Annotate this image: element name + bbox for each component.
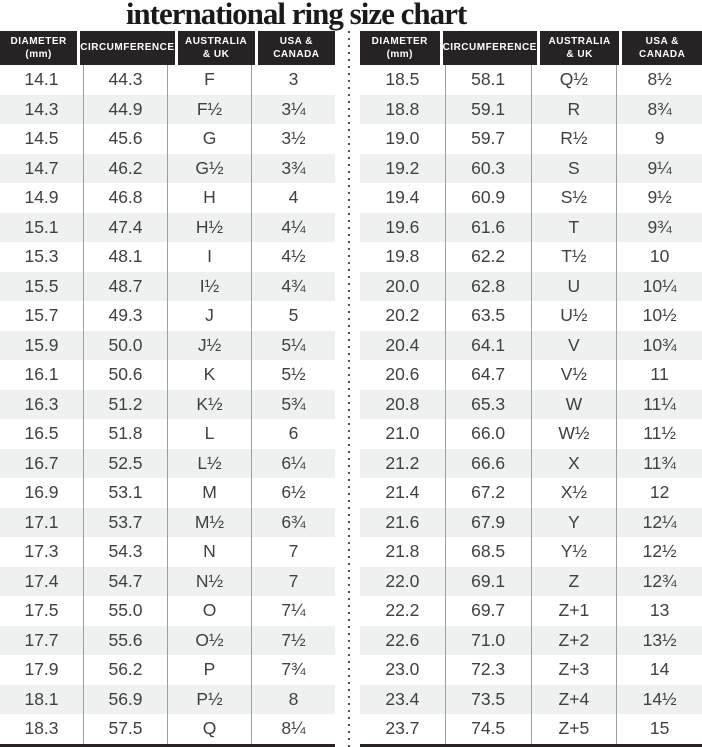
table-cell: 9 [616,124,702,154]
table-cell: 67.9 [445,508,531,538]
table-cell: 7¼ [251,596,335,626]
table-cell: 61.6 [445,213,531,243]
table-cell: 18.1 [24,688,59,709]
table-row [0,508,335,538]
table-row [0,95,335,125]
table-cell: 14.9 [24,187,59,208]
table-cell: 14.5 [24,128,59,149]
table-cell: 3½ [251,124,335,154]
table-cell: 46.8 [83,183,167,213]
table-cell: 51.2 [83,390,167,420]
table-row [0,154,335,184]
table-cell: 20.0 [385,275,420,296]
table-cell: F [167,65,251,95]
table-cell: 16.9 [24,482,59,503]
table-cell: 62.2 [445,242,531,272]
table-cell: 19.4 [385,187,420,208]
table-cell: 5¼ [251,331,335,361]
table-cell: 3 [251,65,335,95]
table-row [360,124,702,154]
table-row [0,449,335,479]
table-row [360,714,702,744]
table-cell: 66.0 [445,419,531,449]
table-body [360,65,702,744]
table-cell: S [531,154,617,184]
table-cell: U [531,272,617,302]
dotted-divider [348,31,350,747]
table-cell: 11 [616,360,702,390]
table-row [0,183,335,213]
table-cell: 18.8 [385,98,420,119]
table-cell: Z+4 [531,685,617,715]
table-cell: 17.4 [24,570,59,591]
table-cell: 12¾ [616,567,702,597]
table-cell: Y½ [531,537,617,567]
table-cell: 16.1 [24,364,59,385]
table-row [0,65,335,95]
table-cell: U½ [531,301,617,331]
table-cell: 16.3 [24,393,59,414]
table-row [360,478,702,508]
table-cell: 11¾ [616,449,702,479]
table-cell: 3¼ [251,95,335,125]
table-cell: Q [167,714,251,744]
table-cell: V [531,331,617,361]
table-cell: 57.5 [83,714,167,744]
column-header-usa-canada [258,31,335,65]
table-cell: O [167,596,251,626]
table-bottom-bar [360,744,702,747]
table-cell: 20.8 [385,393,420,414]
column-header-circumference [80,31,174,65]
table-cell: N [167,537,251,567]
ring-size-table-left [0,31,335,747]
table-cell: 69.1 [445,567,531,597]
table-cell: 19.6 [385,216,420,237]
table-cell: 10½ [616,301,702,331]
header-line: USA & [645,35,679,47]
table-cell: 23.4 [385,688,420,709]
table-row [0,272,335,302]
table-cell: Z+1 [531,596,617,626]
table-cell: 46.2 [83,154,167,184]
table-cell: S½ [531,183,617,213]
table-cell: 12 [616,478,702,508]
header-line: & UK [566,49,593,60]
table-row [360,419,702,449]
table-cell: J½ [167,331,251,361]
table-cell: 73.5 [445,685,531,715]
table-row [360,508,702,538]
table-cell: 8¼ [251,714,335,744]
table-row [360,655,702,685]
table-row [360,567,702,597]
table-cell: 3¾ [251,154,335,184]
table-cell: X [531,449,617,479]
table-cell: 71.0 [445,626,531,656]
header-line: (mm) [386,49,414,60]
table-cell: 10 [616,242,702,272]
table-cell: 14 [616,655,702,685]
table-cell: 59.7 [445,124,531,154]
table-cell: O½ [167,626,251,656]
table-cell: 60.3 [445,154,531,184]
table-row [360,626,702,656]
table-cell: 53.7 [83,508,167,538]
table-cell: 15.5 [24,275,59,296]
table-row [0,124,335,154]
table-bottom-bar [0,744,335,747]
table-cell: 15 [616,714,702,744]
table-cell: 10¾ [616,331,702,361]
table-row [0,478,335,508]
table-cell: 15.1 [24,216,59,237]
table-cell: W [531,390,617,420]
table-cell: 55.6 [83,626,167,656]
table-cell: 51.8 [83,419,167,449]
table-cell: 5½ [251,360,335,390]
table-cell: 9½ [616,183,702,213]
table-row [0,242,335,272]
table-cell: 44.3 [83,65,167,95]
table-cell: 12½ [616,537,702,567]
table-row [0,331,335,361]
page-title: international ring size chart [125,0,467,31]
column-header-diameter [0,31,77,65]
table-cell: J [167,301,251,331]
table-cell: 20.6 [385,364,420,385]
table-row [360,183,702,213]
table-cell: 56.9 [83,685,167,715]
table-row [360,242,702,272]
table-row [360,331,702,361]
table-cell: 53.1 [83,478,167,508]
table-row [0,390,335,420]
table-cell: 8¾ [616,95,702,125]
table-cell: 13½ [616,626,702,656]
table-cell: 22.2 [385,600,420,621]
table-cell: 15.9 [24,334,59,355]
header-line: USA & [279,35,313,47]
table-cell: 68.5 [445,537,531,567]
header-line: DIAMETER [10,35,67,47]
table-cell: P [167,655,251,685]
table-cell: Q½ [531,65,617,95]
table-cell: 49.3 [83,301,167,331]
header-line: CANADA [639,49,686,60]
table-cell: 67.2 [445,478,531,508]
table-row [360,301,702,331]
table-cell: M [167,478,251,508]
table-cell: R [531,95,617,125]
table-cell: 22.0 [385,570,420,591]
table-cell: 7 [251,567,335,597]
table-cell: 20.2 [385,305,420,326]
table-cell: 69.7 [445,596,531,626]
table-cell: G½ [167,154,251,184]
header-line: CIRCUMFERENCE [80,42,175,54]
table-cell: 21.8 [385,541,420,562]
table-cell: 72.3 [445,655,531,685]
table-cell: W½ [531,419,617,449]
ring-size-table-right [360,31,702,747]
table-cell: 11¼ [616,390,702,420]
table-row [0,360,335,390]
table-cell: Z+3 [531,655,617,685]
table-cell: 9¼ [616,154,702,184]
table-cell: 10¼ [616,272,702,302]
table-cell: 18.3 [24,718,59,739]
table-row [360,154,702,184]
table-row [360,213,702,243]
table-cell: 17.3 [24,541,59,562]
table-cell: 5¾ [251,390,335,420]
table-cell: 19.2 [385,157,420,178]
table-cell: 64.7 [445,360,531,390]
table-cell: 13 [616,596,702,626]
header-line: CANADA [273,49,320,60]
table-cell: Y [531,508,617,538]
table-cell: 48.7 [83,272,167,302]
table-cell: 65.3 [445,390,531,420]
header-line: (mm) [25,49,52,60]
table-cell: T [531,213,617,243]
table-row [360,390,702,420]
table-cell: G [167,124,251,154]
table-cell: 15.7 [24,305,59,326]
table-cell: T½ [531,242,617,272]
table-cell: 12¼ [616,508,702,538]
table-row [0,537,335,567]
table-cell: 54.7 [83,567,167,597]
table-cell: I [167,242,251,272]
table-cell: 59.1 [445,95,531,125]
table-cell: X½ [531,478,617,508]
table-cell: 23.0 [385,659,420,680]
table-cell: Z [531,567,617,597]
table-cell: K½ [167,390,251,420]
table-cell: 21.4 [385,482,420,503]
table-cell: 56.2 [83,655,167,685]
header-line: AUSTRALIA [548,35,611,47]
table-cell: H½ [167,213,251,243]
table-row [0,419,335,449]
table-cell: 6¾ [251,508,335,538]
table-cell: 18.5 [385,69,420,90]
table-cell: 9¾ [616,213,702,243]
table-cell: 17.9 [24,659,59,680]
table-cell: 6½ [251,478,335,508]
table-row [0,301,335,331]
header-line: AUSTRALIA [184,35,248,47]
table-row [0,655,335,685]
table-cell: 64.1 [445,331,531,361]
table-cell: 4½ [251,242,335,272]
table-cell: R½ [531,124,617,154]
table-cell: 48.1 [83,242,167,272]
table-cell: V½ [531,360,617,390]
header-line: & UK [202,49,230,60]
table-cell: P½ [167,685,251,715]
table-cell: 58.1 [445,65,531,95]
table-cell: 21.2 [385,452,420,473]
table-row [360,272,702,302]
table-cell: 21.6 [385,511,420,532]
table-row [360,596,702,626]
table-cell: Z+2 [531,626,617,656]
table-cell: 16.5 [24,423,59,444]
table-cell: 66.6 [445,449,531,479]
table-row [0,213,335,243]
table-cell: 21.0 [385,423,420,444]
table-cell: 15.3 [24,246,59,267]
table-cell: 17.1 [24,511,59,532]
header-line: DIAMETER [371,35,428,47]
table-cell: F½ [167,95,251,125]
table-row [360,95,702,125]
table-cell: 63.5 [445,301,531,331]
table-cell: 4 [251,183,335,213]
table-cell: 74.5 [445,714,531,744]
table-cell: 4¼ [251,213,335,243]
table-cell: 7 [251,537,335,567]
table-cell: 7¾ [251,655,335,685]
table-cell: 22.6 [385,629,420,650]
table-cell: 17.7 [24,629,59,650]
table-cell: 17.5 [24,600,59,621]
table-cell: 5 [251,301,335,331]
table-cell: 14.1 [24,69,59,90]
table-header-row [0,31,335,65]
table-cell: Z+5 [531,714,617,744]
table-cell: 11½ [616,419,702,449]
table-row [360,449,702,479]
table-cell: 45.6 [83,124,167,154]
table-cell: 20.4 [385,334,420,355]
table-cell: N½ [167,567,251,597]
table-cell: 16.7 [24,452,59,473]
table-cell: 4¾ [251,272,335,302]
column-header-australia-uk [178,31,255,65]
table-cell: 6¼ [251,449,335,479]
table-cell: 19.0 [385,128,420,149]
table-cell: 55.0 [83,596,167,626]
table-row [0,567,335,597]
table-cell: M½ [167,508,251,538]
table-cell: 47.4 [83,213,167,243]
table-cell: 54.3 [83,537,167,567]
table-cell: 14.7 [24,157,59,178]
column-header-circumference [443,31,537,65]
table-cell: I½ [167,272,251,302]
table-header-row [360,31,702,65]
table-cell: 23.7 [385,718,420,739]
column-header-australia-uk [540,31,620,65]
table-cell: 8 [251,685,335,715]
table-row [360,537,702,567]
table-cell: 62.8 [445,272,531,302]
table-cell: 44.9 [83,95,167,125]
table-cell: H [167,183,251,213]
table-row [0,714,335,744]
table-body [0,65,335,744]
table-cell: 14.3 [24,98,59,119]
table-cell: 52.5 [83,449,167,479]
table-row [0,626,335,656]
table-cell: L½ [167,449,251,479]
table-row [360,65,702,95]
table-cell: 14½ [616,685,702,715]
table-cell: 7½ [251,626,335,656]
table-row [0,596,335,626]
table-cell: 19.8 [385,246,420,267]
table-row [0,685,335,715]
table-cell: K [167,360,251,390]
table-cell: 50.6 [83,360,167,390]
table-row [360,685,702,715]
header-line: CIRCUMFERENCE [442,42,537,54]
table-row [360,360,702,390]
table-cell: 50.0 [83,331,167,361]
table-cell: 8½ [616,65,702,95]
table-cell: 6 [251,419,335,449]
table-cell: L [167,419,251,449]
column-header-diameter [360,31,440,65]
table-cell: 60.9 [445,183,531,213]
column-header-usa-canada [622,31,702,65]
